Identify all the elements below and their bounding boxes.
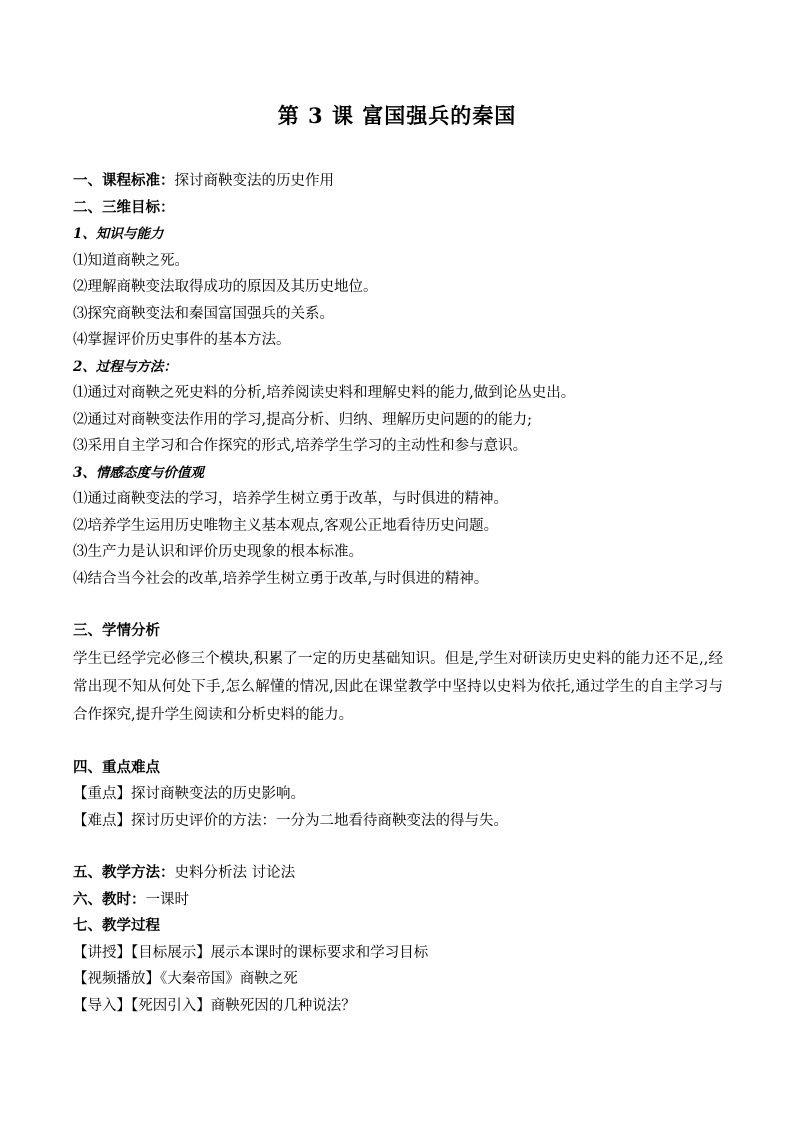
spacer: [73, 834, 723, 860]
paragraph: 学生已经学完必修三个模块,积累了一定的历史基础知识。但是,学生对研读历史史料的能力还不足,,经常出现不知从何处下手,怎么解懂的情况,因此在课堂教学中坚持以史料为依托,通过学生的自主学习与合作探究,提升学生阅读和分析史料的能力。: [73, 650, 723, 723]
list-item: 【讲授】【目标展示】展示本课时的课标要求和学习目标: [73, 944, 429, 961]
subsection-heading: 3、情感态度与价值观: [73, 464, 204, 481]
spacer: [73, 729, 723, 755]
list-item: ⑷结合当今社会的改革,培养学生树立勇于改革,与时俱进的精神。: [73, 570, 489, 587]
subsection-heading: 2、过程与方法：: [73, 358, 177, 375]
list-item: ⑵培养学生运用历史唯物主义基本观点,客观公正地看待历史问题。: [73, 517, 499, 534]
section-heading: 一、课程标准：: [73, 172, 175, 189]
list-item: 【导入】【死因引入】商鞅死因的几种说法？: [73, 997, 356, 1014]
list-item: ⑶采用自主学习和合作探究的形式,培养学生学习的主动性和参与意识。: [73, 438, 528, 454]
list-item: ⑷掌握评价历史事件的基本方法。: [73, 332, 291, 348]
list-item: ⑵通过对商鞅变法作用的学习,提高分析、归纳、理解历史问题的的能力;: [73, 411, 532, 428]
list-item: 【视频播放】《大秦帝国》商鞅之死: [73, 971, 298, 987]
section-text: 史料分析法 讨论法: [174, 865, 296, 881]
teaching-method: [73, 860, 723, 887]
list-item: ⑴知道商鞅之死。: [73, 252, 189, 269]
document-body: [73, 168, 723, 1019]
page-title: 第 3 课 富国强兵的秦国: [277, 103, 517, 128]
spacer: [73, 592, 723, 618]
subsection-heading: 1、知识与能力: [73, 226, 164, 242]
list-item: ⑴通过商鞅变法的学习，培养学生树立勇于改革，与时俱进的精神。: [73, 491, 508, 507]
section-heading: 二、三维目标：: [73, 198, 175, 216]
section-heading: 四、重点难点: [73, 758, 160, 776]
class-hours: [73, 887, 723, 914]
list-item: ⑶探究商鞅变法和秦国富国强兵的关系。: [73, 305, 334, 322]
section-heading: 七、教学过程: [73, 917, 160, 934]
list-item: ⑴通过对商鞅之死史料的分析,培养阅读史料和理解史料的能力,做到论丛史出。: [73, 385, 576, 401]
section-heading: 六、教时：: [73, 890, 146, 908]
section-heading: 三、学情分析: [73, 622, 160, 639]
list-item: ⑵理解商鞅变法取得成功的原因及其历史地位。: [73, 279, 378, 295]
section-text: 一课时: [145, 891, 189, 908]
section-text: 探讨商鞅变法的历史作用: [174, 173, 334, 189]
list-item: ⑶生产力是认识和评价历史现象的根本标准。: [73, 544, 363, 560]
curriculum-standard: [73, 168, 723, 195]
section-heading: 五、教学方法：: [73, 864, 175, 881]
key-point: 【重点】探讨商鞅变法的历史影响。: [73, 786, 305, 802]
difficult-point: 【难点】探讨历史评价的方法：一分为二地看待商鞅变法的得与失。: [73, 812, 508, 829]
